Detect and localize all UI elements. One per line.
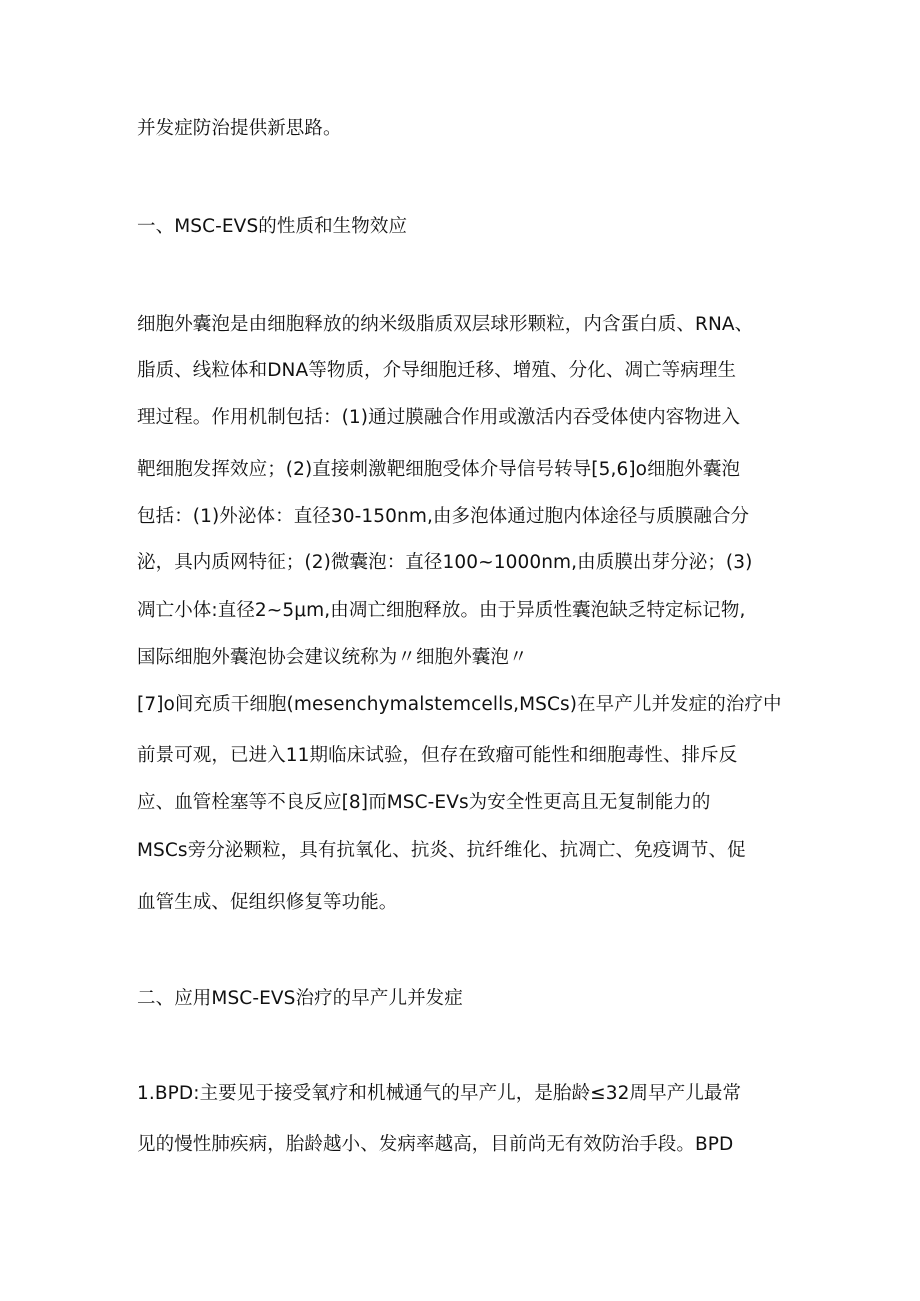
paragraph-line: 泌，具内质网特征；(2)微囊泡：直径100~1000nm,由质膜出芽分泌；(3) bbox=[137, 552, 753, 573]
paragraph-line: 前景可观，已进入11期临床试验，但存在致瘤可能性和细胞毒性、排斥反 bbox=[137, 745, 738, 766]
paragraph-line: 见的慢性肺疾病，胎龄越小、发病率越高，目前尚无有效防治手段。BPD bbox=[137, 1134, 734, 1155]
paragraph-line: 凋亡小体:直径2~5μm,由凋亡细胞释放。由于异质性囊泡缺乏特定标记物, bbox=[137, 600, 746, 621]
paragraph-line: 应、血管栓塞等不良反应[8]而MSC-EVs为安全性更高且无复制能力的 bbox=[137, 792, 711, 813]
paragraph-line: MSCs旁分泌颗粒，具有抗氧化、抗炎、抗纤维化、抗凋亡、免疫调节、促 bbox=[137, 840, 746, 861]
paragraph-line: 理过程。作用机制包括：(1)通过膜融合作用或激活内吞受体使内容物进入 bbox=[137, 407, 741, 428]
section2-heading: 二、应用MSC-EVS治疗的早产儿并发症 bbox=[137, 988, 463, 1009]
paragraph-line: 1.BPD:主要见于接受氧疗和机械通气的早产儿，是胎龄≤32周早产儿最常 bbox=[137, 1083, 742, 1104]
paragraph-line: 靶细胞发挥效应；(2)直接刺激靶细胞受体介导信号转导[5,6]o细胞外囊泡 bbox=[137, 459, 741, 480]
intro-tail-text: 并发症防治提供新思路。 bbox=[137, 118, 342, 139]
paragraph-line: 脂质、线粒体和DNA等物质，介导细胞迁移、增殖、分化、凋亡等病理生 bbox=[137, 360, 737, 381]
paragraph-line: 国际细胞外囊泡协会建议统称为〃细胞外囊泡〃 bbox=[137, 647, 528, 668]
section1-heading: 一、MSC-EVS的性质和生物效应 bbox=[137, 216, 408, 237]
paragraph-line: 细胞外囊泡是由细胞释放的纳米级脂质双层球形颗粒，内含蛋白质、RNA、 bbox=[137, 314, 754, 335]
paragraph-line: 血管生成、促组织修复等功能。 bbox=[137, 892, 398, 913]
paragraph-line: [7]o间充质干细胞(mesenchymalstemcells,MSCs)在早产儿并发症的治疗中 bbox=[137, 694, 782, 715]
paragraph-line: 包括：(1)外泌体：直径30-150nm,由多泡体通过胞内体途径与质膜融合分 bbox=[137, 506, 750, 527]
